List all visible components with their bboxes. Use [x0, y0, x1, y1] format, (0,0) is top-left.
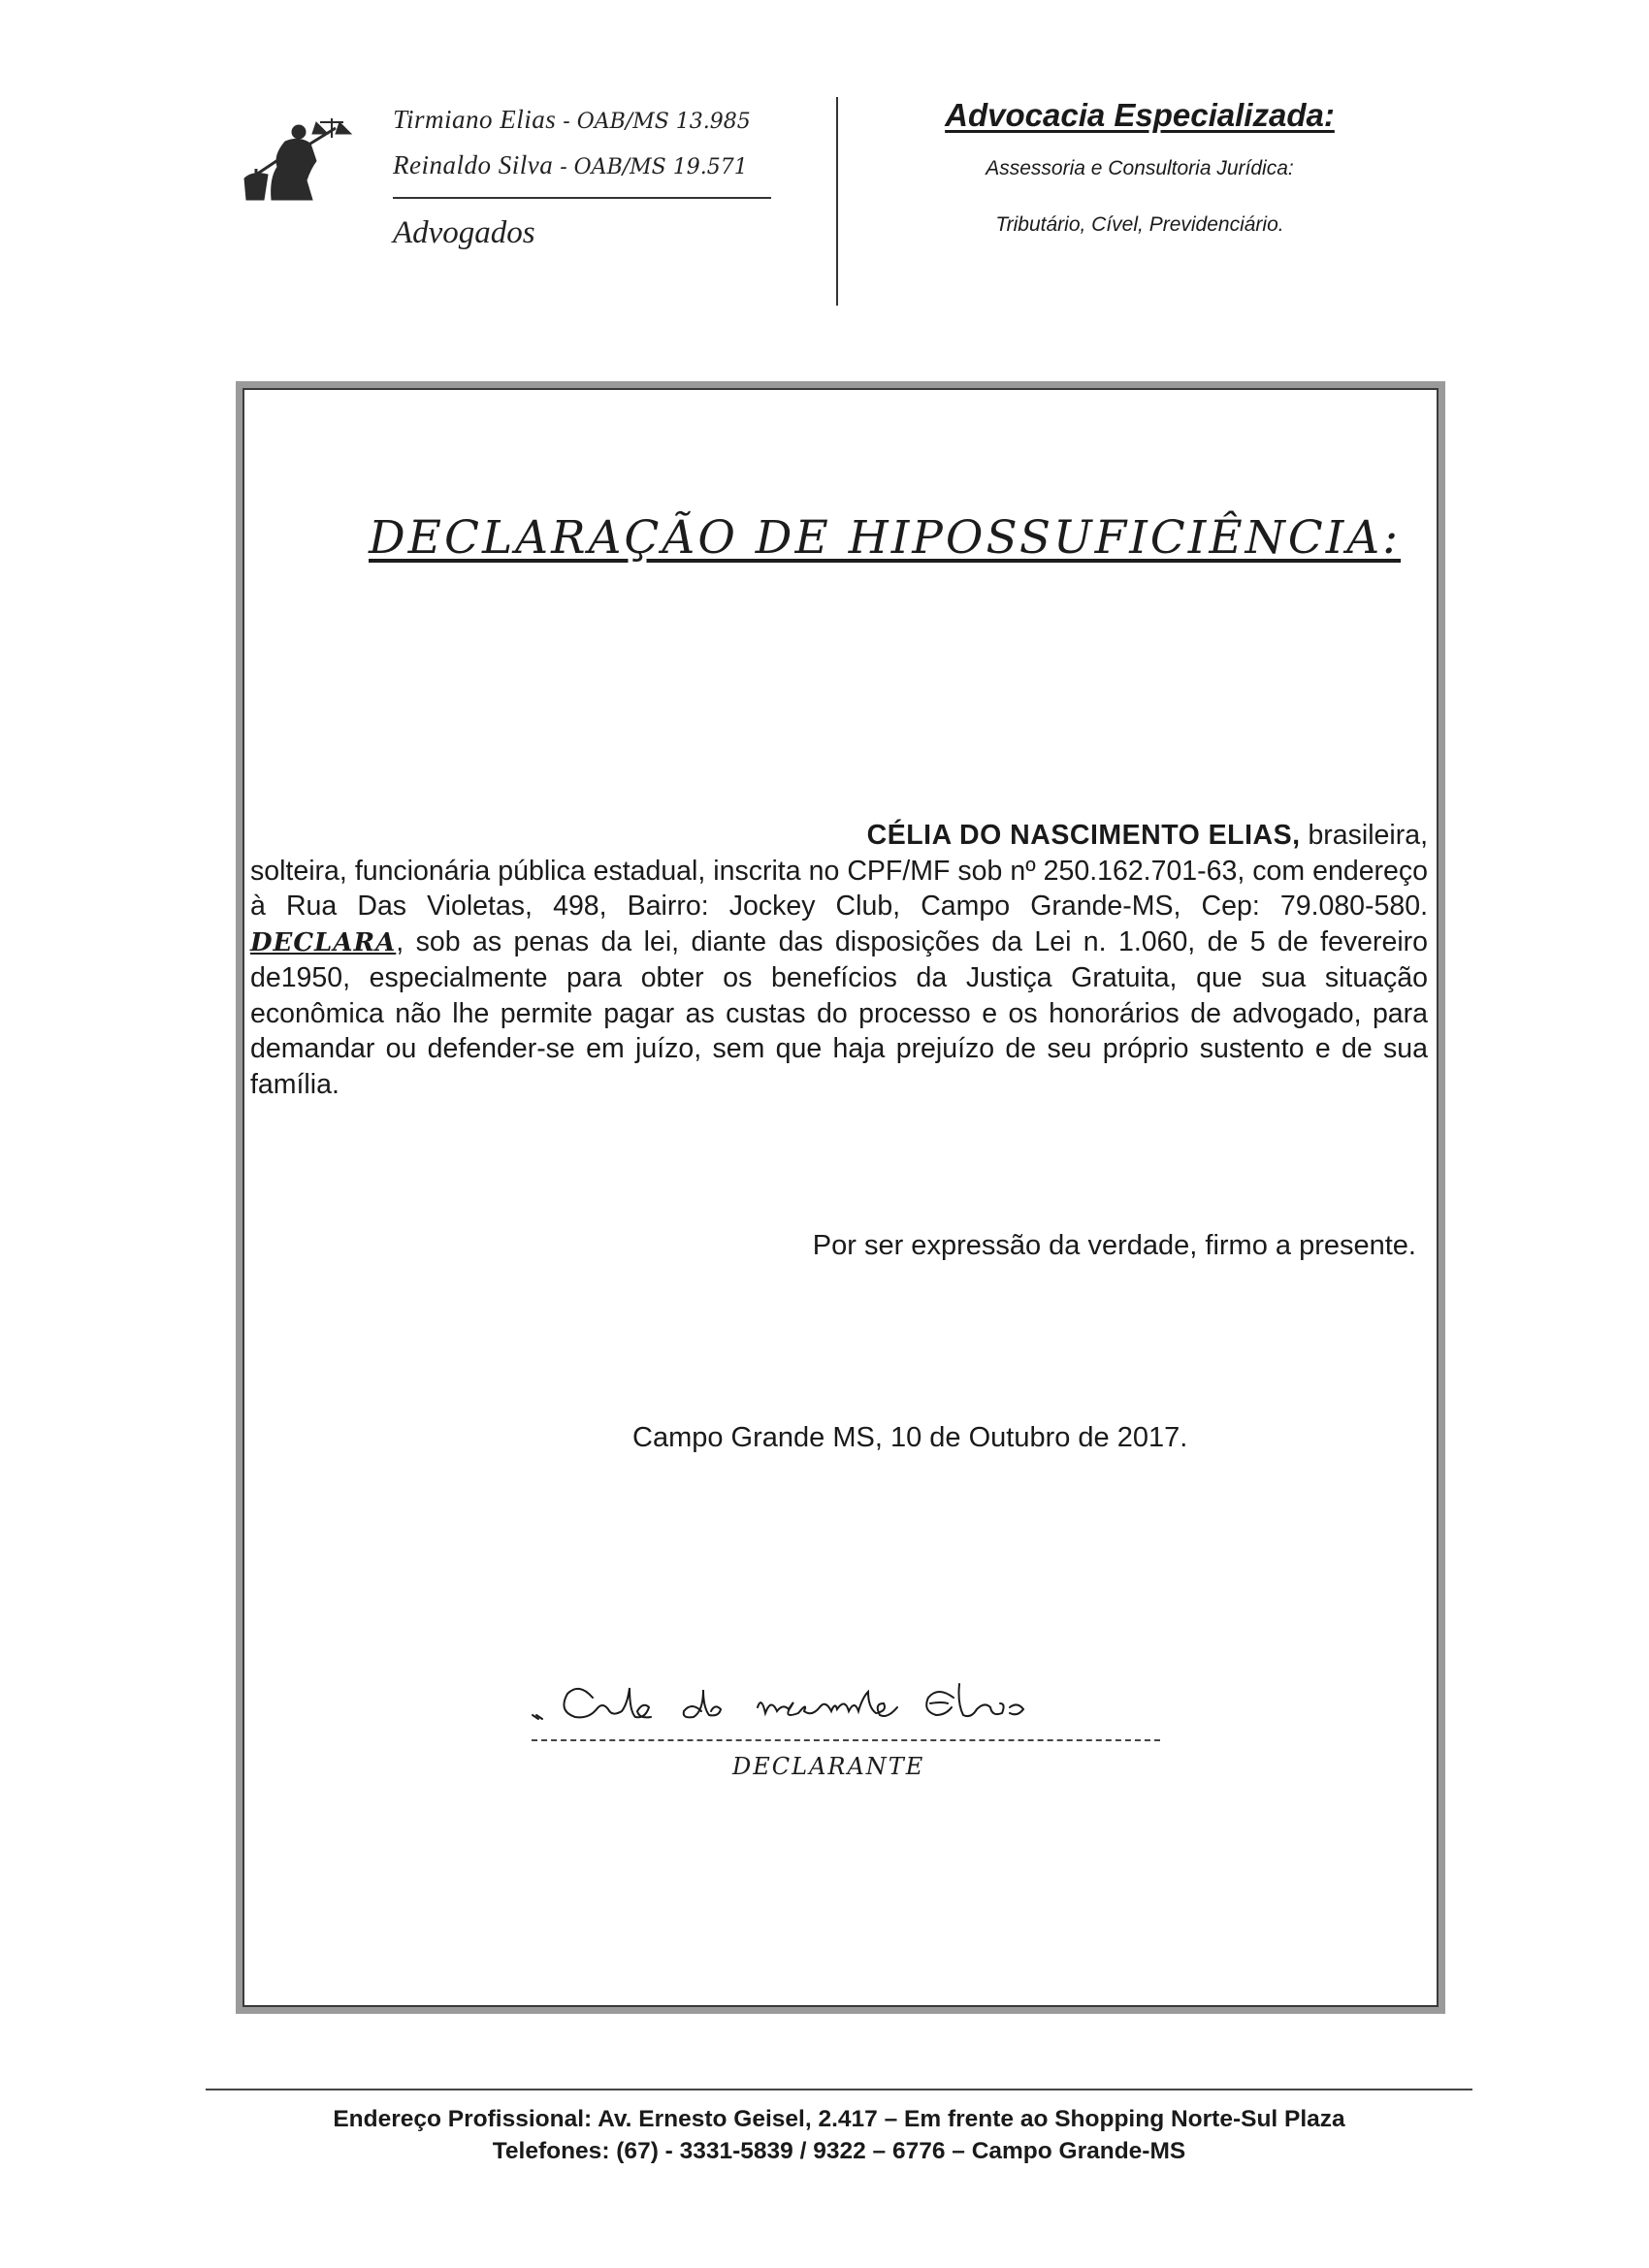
practice-title: Advocacia Especializada: [945, 97, 1335, 133]
footer-phones: Telefones: (67) - 3331-5839 / 9322 – 6776 – Campo Grande-MS [492, 2138, 1186, 2164]
handwritten-signature [529, 1669, 1159, 1727]
declarant-name: CÉLIA DO NASCIMENTO ELIAS, [866, 820, 1301, 851]
lady-justice-logo [242, 111, 373, 203]
practice-line-1: Assessoria e Consultoria Jurídica: [986, 157, 1294, 179]
lawyer-2-oab: - OAB/MS 19.571 [553, 155, 748, 179]
practice-line-2: Tributário, Cível, Previdenciário. [995, 213, 1284, 236]
declaration-body [250, 818, 1428, 1102]
lawyer-1 [393, 105, 751, 135]
footer-rule [206, 2089, 1472, 2090]
footer-address: Endereço Profissional: Av. Ernesto Geisel, 2.417 – Em frente ao Shopping Norte-Sul Plaza [333, 2106, 1345, 2132]
footer [206, 2103, 1472, 2167]
nationality: brasileira, [1300, 820, 1428, 851]
closing-statement: Por ser expressão da verdade, firmo a presente. [812, 1230, 1416, 1261]
declarant-line [250, 818, 1428, 854]
lawyer-2 [393, 150, 748, 180]
letterhead-left [242, 97, 776, 272]
letterhead-right [854, 97, 1426, 237]
signature-line [532, 1739, 1160, 1741]
place-date: Campo Grande MS, 10 de Outubro de 2017. [632, 1422, 1188, 1453]
lawyer-1-name: Tirmiano Elias [393, 105, 557, 134]
lawyer-2-name: Reinaldo Silva [393, 150, 554, 179]
signature-caption: DECLARANTE [732, 1753, 925, 1780]
letterhead-rule [393, 197, 771, 199]
document-title: DECLARAÇÃO DE HIPOSSUFICIÊNCIA: [369, 511, 1402, 565]
body-part-2: , sob as penas da lei, diante das disposições da Lei n. 1.060, de 5 de fevereiro de1950, especialmente para obter os benefícios da Justiça Gratuita, que sua situação econômica não lhe permite pagar as custas do processo e os honorários de advogado, para demandar ou defender-se em juízo, sem que haja prejuízo de seu próprio sustento e de sua família. [250, 925, 1428, 1100]
letterhead-divider [836, 97, 838, 306]
lawyer-1-oab: - OAB/MS 13.985 [556, 110, 751, 134]
body-part-1: solteira, funcionária pública estadual, inscrita no CPF/MF sob nº 250.162.701-63, com endereço à Rua Das Violetas, 498, Bairro: Jockey Club, Campo Grande-MS, Cep: 79.080-580. [250, 855, 1428, 922]
letterhead-subtitle: Advogados [393, 215, 535, 250]
declara-word: DECLARA [250, 927, 397, 957]
